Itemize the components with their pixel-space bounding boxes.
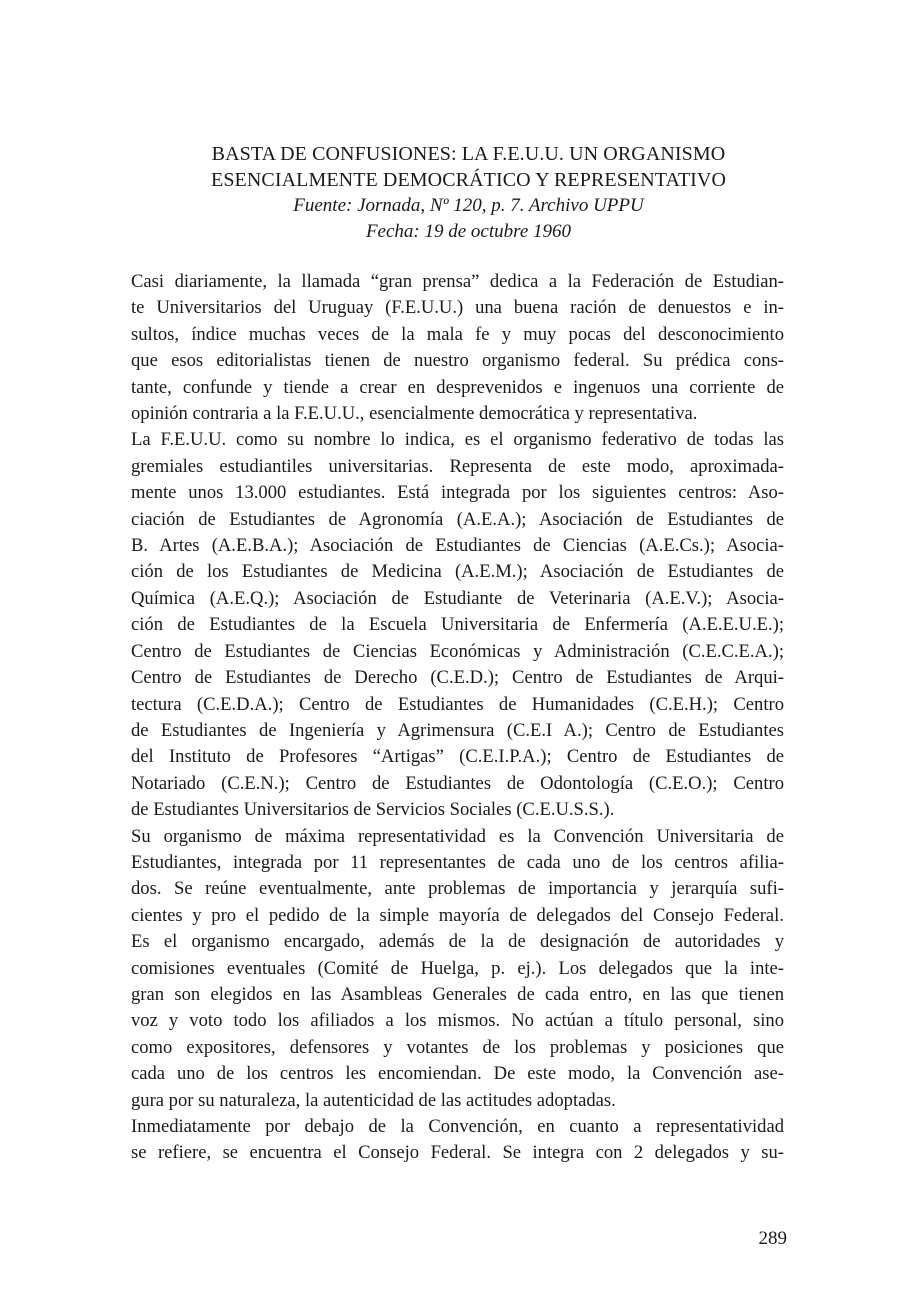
text-line: opinión contraria a la F.E.U.U., esencialmente democrática y representativa. (131, 403, 698, 425)
text-line: mente unos 13.000 estudiantes. Está integrada por los siguientes centros: Aso- (131, 482, 784, 504)
text-line: ción de Estudiantes de la Escuela Universitaria de Enfermería (A.E.E.U.E.); (131, 614, 784, 636)
text-line: dos. Se reúne eventualmente, ante problemas de importancia y jerarquía sufi- (131, 878, 784, 900)
text-line: comisiones eventuales (Comité de Huelga, p. ej.). Los delegados que la inte- (131, 957, 784, 979)
text-line: voz y voto todo los afiliados a los mismos. No actúan a título personal, sino (131, 1010, 784, 1032)
page-number: 289 (758, 1228, 787, 1249)
text-line: de Estudiantes Universitarios de Servicios Sociales (C.E.U.S.S.). (131, 799, 615, 821)
text-line: La F.E.U.U. como su nombre lo indica, es el organismo federativo de todas las (131, 429, 784, 451)
document-title-line-1: BASTA DE CONFUSIONES: LA F.E.U.U. UN ORGANISMO (211, 143, 726, 165)
text-line: tectura (C.E.D.A.); Centro de Estudiantes de Humanidades (C.E.H.); Centro (131, 693, 784, 715)
text-line: tante, confunde y tiende a crear en desprevenidos e ingenuos una corriente de (131, 376, 784, 398)
body-paragraph (131, 1114, 784, 1167)
document-title-line-2: ESENCIALMENTE DEMOCRÁTICO Y REPRESENTATIVO (211, 168, 726, 191)
text-line: que esos editorialistas tienen de nuestro organismo federal. Su prédica cons- (131, 350, 784, 372)
text-line: como expositores, defensores y votantes de los problemas y posiciones que (131, 1036, 784, 1058)
text-line: Casi diariamente, la llamada “gran prensa” dedica a la Federación de Estudian- (131, 271, 784, 292)
text-line: Notariado (C.E.N.); Centro de Estudiantes de Odontología (C.E.O.); Centro (131, 772, 784, 794)
text-line: de Estudiantes de Ingeniería y Agrimensura (C.E.I A.); Centro de Estudiantes (131, 719, 784, 741)
text-line: Química (A.E.Q.); Asociación de Estudiante de Veterinaria (A.E.V.); Asocia- (131, 587, 784, 609)
document-header (100, 142, 837, 245)
text-line: Inmediatamente por debajo de la Convención, en cuanto a representatividad (131, 1116, 784, 1137)
body-text (131, 269, 784, 1167)
text-line: B. Artes (A.E.B.A.); Asociación de Estudiantes de Ciencias (A.E.Cs.); Asocia- (131, 535, 784, 557)
text-line: gura por su naturaleza, la autenticidad de las actitudes adoptadas. (131, 1089, 616, 1111)
text-line: te Universitarios del Uruguay (F.E.U.U.) una buena ración de denuestos e in- (131, 297, 784, 319)
text-line: gran son elegidos en las Asambleas Generales de cada entro, en las que tienen (131, 983, 784, 1005)
text-line: del Instituto de Profesores “Artigas” (C.E.I.P.A.); Centro de Estudiantes de (131, 746, 784, 768)
text-line: sultos, índice muchas veces de la mala fe y muy pocas del desconocimiento (131, 323, 784, 345)
text-line: Estudiantes, integrada por 11 representantes de cada uno de los centros afilia- (131, 851, 784, 873)
source-citation: Fuente: Jornada, Nº 120, p. 7. Archivo UPPU (293, 195, 644, 216)
text-line: Es el organismo encargado, además de la de designación de autoridades y (131, 931, 784, 953)
body-paragraph (131, 824, 784, 1114)
document-date: Fecha: 19 de octubre 1960 (365, 221, 572, 242)
text-line: ciación de Estudiantes de Agronomía (A.E.A.); Asociación de Estudiantes de (131, 508, 784, 530)
text-line: cientes y pro el pedido de la simple mayoría de delegados del Consejo Federal. (131, 904, 784, 926)
text-line: ción de los Estudiantes de Medicina (A.E.M.); Asociación de Estudiantes de (131, 561, 784, 583)
text-line: Centro de Estudiantes de Derecho (C.E.D.); Centro de Estudiantes de Arqui- (131, 667, 784, 689)
text-line: se refiere, se encuentra el Consejo Federal. Se integra con 2 delegados y su- (131, 1142, 784, 1164)
text-line: cada uno de los centros les encomiendan. De este modo, la Convención ase- (131, 1063, 784, 1085)
text-line: Su organismo de máxima representatividad es la Convención Universitaria de (131, 825, 784, 847)
text-line: gremiales estudiantiles universitarias. Representa de este modo, aproximada- (131, 455, 784, 477)
body-paragraph (131, 269, 784, 427)
body-paragraph (131, 427, 784, 823)
text-line: Centro de Estudiantes de Ciencias Económicas y Administración (C.E.C.E.A.); (131, 640, 784, 662)
